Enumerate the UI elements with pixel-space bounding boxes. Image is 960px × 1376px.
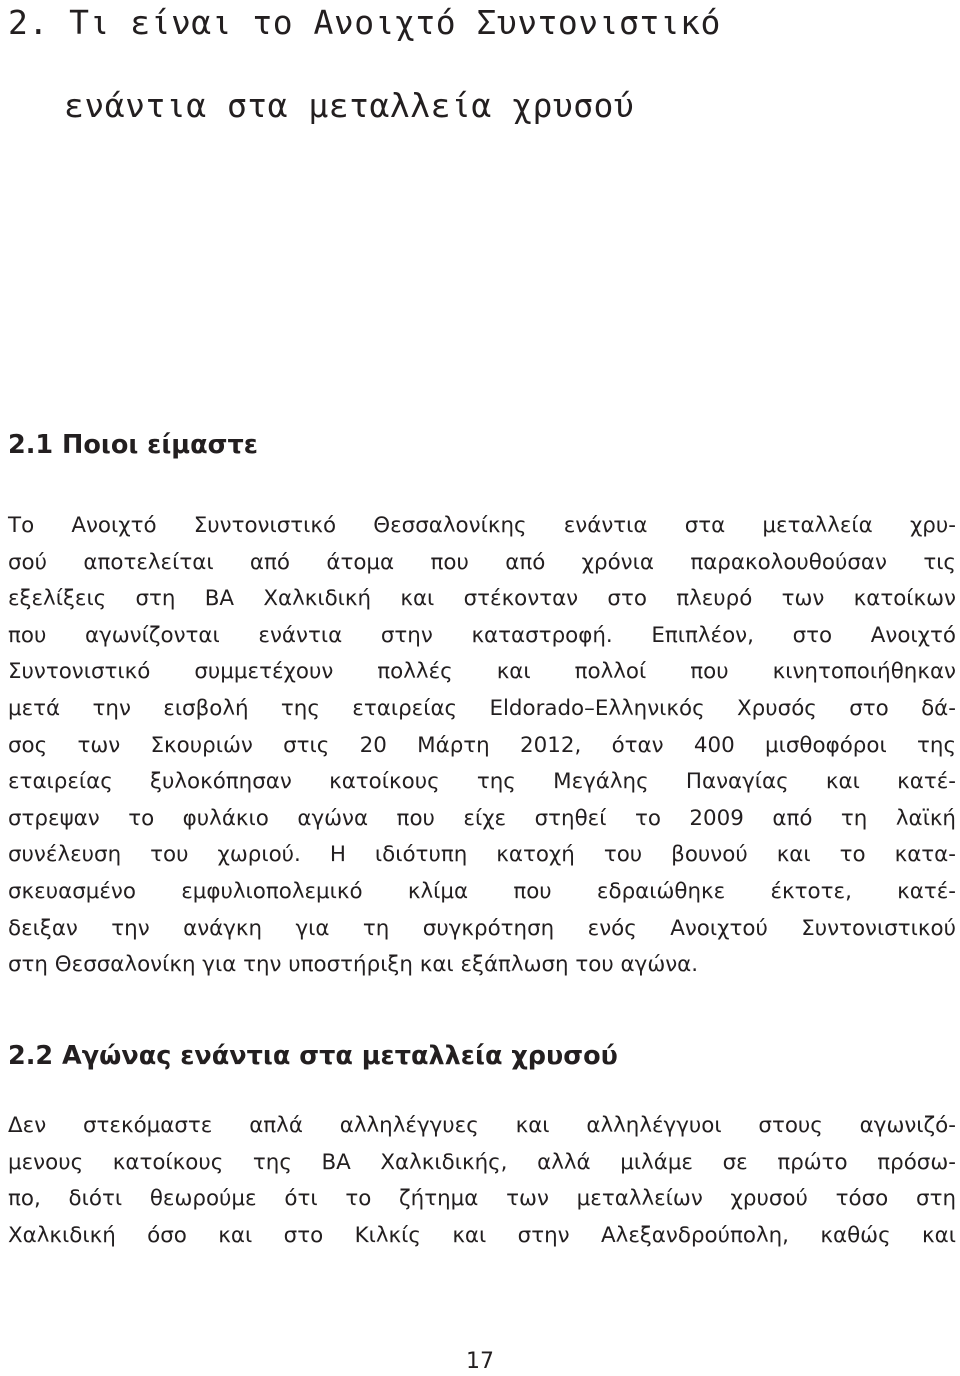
paragraph-line: εταιρείας ξυλοκόπησαν κατοίκους της Μεγάλης Παναγίας και κατέ- (8, 769, 956, 795)
paragraph-line: μετά την εισβολή της εταιρείας Eldorado–Ελληνικός Χρυσός στο δά- (8, 695, 956, 721)
paragraph-line: σκευασμένο εμφυλιοπολεμικό κλίμα που εδραιώθηκε έκτοτε, κατέ- (8, 878, 956, 904)
section-2-1-paragraph (8, 508, 956, 984)
paragraph-line: μενους κατοίκους της ΒΑ Χαλκιδικής, αλλά μιλάμε σε πρώτο πρόσω- (8, 1149, 956, 1175)
chapter-title (8, 0, 948, 128)
section-heading-2-2: 2.2 Αγώνας ενάντια στα μεταλλεία χρυσού (8, 1041, 618, 1071)
chapter-title-line-2: ενάντια στα μεταλλεία χρυσού (64, 86, 635, 125)
paragraph-line: στρεψαν το φυλάκιο αγώνα που είχε στηθεί το 2009 από τη λαϊκή (8, 805, 956, 831)
page-number: 17 (466, 1349, 494, 1374)
paragraph-line: Χαλκιδική όσο και στο Κιλκίς και στην Αλεξανδρούπολη, καθώς και (8, 1222, 956, 1248)
paragraph-line: σος των Σκουριών στις 20 Μάρτη 2012, όταν 400 μισθοφόροι της (8, 732, 956, 758)
section-2-2-paragraph (8, 1108, 956, 1254)
paragraph-line: στη Θεσσαλονίκη για την υποστήριξη και εξάπλωση του αγώνα. (8, 952, 699, 978)
paragraph-line: σού αποτελείται από άτομα που από χρόνια παρακολουθούσαν τις (8, 549, 956, 575)
paragraph-line: συνέλευση του χωριού. Η ιδιότυπη κατοχή του βουνού και το κατα- (8, 842, 956, 868)
section-heading-2-1: 2.1 Ποιοι είμαστε (8, 430, 258, 460)
paragraph-line: πο, διότι θεωρούμε ότι το ζήτημα των μεταλλείων χρυσού τόσο στη (8, 1186, 956, 1212)
paragraph-line: Συντονιστικό συμμετέχουν πολλές και πολλοί που κινητοποιήθηκαν (8, 659, 956, 685)
paragraph-line: δειξαν την ανάγκη για τη συγκρότηση ενός Ανοιχτού Συντονιστικού (8, 915, 956, 941)
chapter-title-line-1: 2. Τι είναι το Ανοιχτό Συντονιστικό (8, 3, 721, 42)
paragraph-line: εξελίξεις στη ΒΑ Χαλκιδική και στέκονταν στο πλευρό των κατοίκων (8, 586, 956, 612)
paragraph-line: που αγωνίζονται ενάντια στην καταστροφή. Επιπλέον, στο Ανοιχτό (8, 622, 956, 648)
paragraph-line: Το Ανοιχτό Συντονιστικό Θεσσαλονίκης ενάντια στα μεταλλεία χρυ- (8, 513, 956, 538)
paragraph-line: Δεν στεκόμαστε απλά αλληλέγγυες και αλληλέγγυοι στους αγωνιζό- (8, 1113, 956, 1138)
